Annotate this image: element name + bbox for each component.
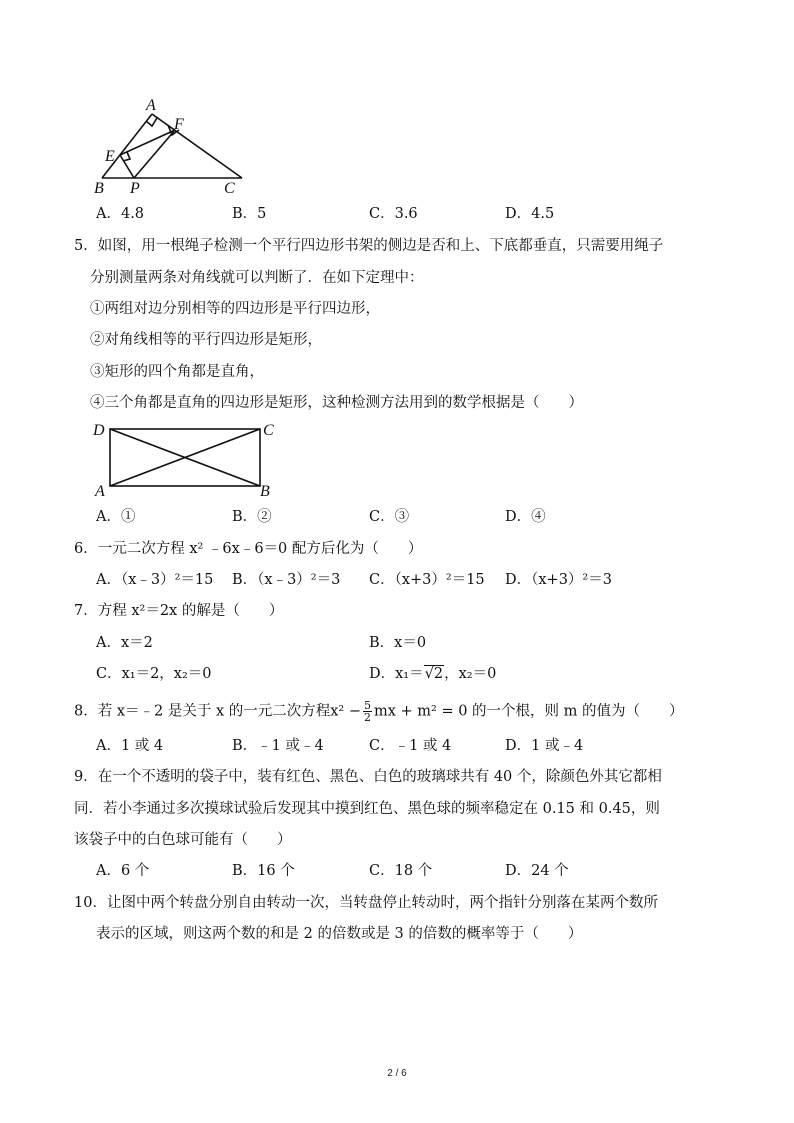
q4-option-d: D．4.5: [505, 206, 555, 222]
q9-stem-line3: 该袋子中的白色球可能有（ ）: [74, 832, 292, 848]
q10-stem-line1: 10．让图中两个转盘分别自由转动一次，当转盘停止转动时，两个指针分别落在某两个数所: [74, 895, 658, 911]
q8-stem: [74, 700, 684, 723]
q5-label-D: D: [93, 422, 105, 439]
q8-stem-part1: 8．若 x＝﹣2 是关于 x 的一元二次方程x² −: [74, 703, 361, 720]
q8-option-c: C．﹣1 或 4: [369, 738, 452, 754]
q8-option-d: D．1 或﹣4: [505, 738, 584, 754]
q5-label-C: C: [263, 422, 274, 439]
q8-option-a: A．1 或 4: [96, 738, 164, 754]
q6-stem: 6．一元二次方程 x² ﹣6x﹣6＝0 配方后化为（ ）: [74, 541, 423, 557]
page-number: 2 / 6: [387, 1068, 407, 1079]
q8-option-b: B．﹣1 或﹣4: [232, 738, 324, 754]
q6-option-c: C．（x+3）²＝15: [369, 572, 485, 588]
q5-stem-line1: 5．如图，用一根绳子检测一个平行四边形书架的侧边是否和上、下底都垂直，只需要用绳子: [74, 238, 664, 254]
q9-option-d: D．24 个: [505, 863, 569, 879]
q4-option-b: B．5: [232, 206, 267, 222]
q9-stem-line2: 同．若小李通过多次摸球试验后发现其中摸到红色、黑色球的频率稳定在 0.15 和 0.45，则: [74, 801, 660, 817]
q8-fraction: $\frac{5}{2}$: [364, 699, 371, 724]
q5-option-c: C．③: [369, 509, 410, 525]
q9-option-c: C．18 个: [369, 863, 433, 879]
q9-stem-line1: 9．在一个不透明的袋子中，装有红色、黑色、白色的玻璃球共有 40 个，除颜色外其它都相: [74, 769, 662, 785]
sqrt-symbol: √2: [424, 666, 444, 682]
q5-option-d: D．④: [505, 509, 546, 525]
q5-rectangle-figure: [88, 418, 288, 500]
q9-option-a: A．6 个: [96, 863, 150, 879]
q7-option-c: C．x₁＝2，x₂＝0: [96, 666, 212, 682]
q7-option-d-suffix: ，x₂＝0: [444, 666, 497, 682]
q5-option-a: A．①: [96, 509, 136, 525]
q5-stem-line2: 分别测量两条对角线就可以判断了．在如下定理中：: [90, 270, 424, 286]
q5-theorem-1: ①两组对边分别相等的四边形是平行四边形，: [90, 301, 380, 317]
q7-stem: 7．方程 x²＝2x 的解是（ ）: [74, 603, 284, 619]
q5-label-A: A: [95, 483, 105, 500]
q7-option-a: A．x＝2: [96, 635, 153, 651]
q5-theorem-3: ③矩形的四个角都是直角，: [90, 364, 264, 380]
q4-option-c: C．3.6: [369, 206, 418, 222]
q6-option-d: D．（x+3）²＝3: [505, 572, 612, 588]
q7-option-d: [369, 664, 496, 684]
q6-option-b: B．（x﹣3）²＝3: [232, 572, 341, 588]
q8-stem-part2: mx + m² = 0 的一个根，则 m 的值为（ ）: [374, 703, 684, 720]
q4-label-P: P: [130, 180, 140, 196]
q5-theorem-2: ②对角线相等的平行四边形是矩形，: [90, 332, 322, 348]
q4-label-F: F: [174, 116, 184, 133]
q7-option-d-prefix: D．x₁＝: [369, 666, 424, 682]
q6-option-a: A．（x﹣3）²＝15: [96, 572, 214, 588]
q10-stem-line2: 表示的区域，则这两个数的和是 2 的倍数或是 3 的倍数的概率等于（ ）: [96, 926, 583, 942]
q4-label-C: C: [224, 180, 235, 196]
q4-option-a: A．4.8: [96, 206, 145, 222]
q4-triangle-figure: [90, 96, 250, 196]
q4-label-E: E: [105, 148, 115, 165]
q5-label-B: B: [260, 483, 270, 500]
q5-option-b: B．②: [232, 509, 272, 525]
q4-label-A: A: [146, 97, 156, 114]
q4-label-B: B: [94, 180, 104, 196]
q5-theorem-4: ④三个角都是直角的四边形是矩形，这种检测方法用到的数学根据是（ ）: [90, 395, 583, 411]
q7-option-b: B．x＝0: [369, 635, 427, 651]
q9-option-b: B．16 个: [232, 863, 295, 879]
